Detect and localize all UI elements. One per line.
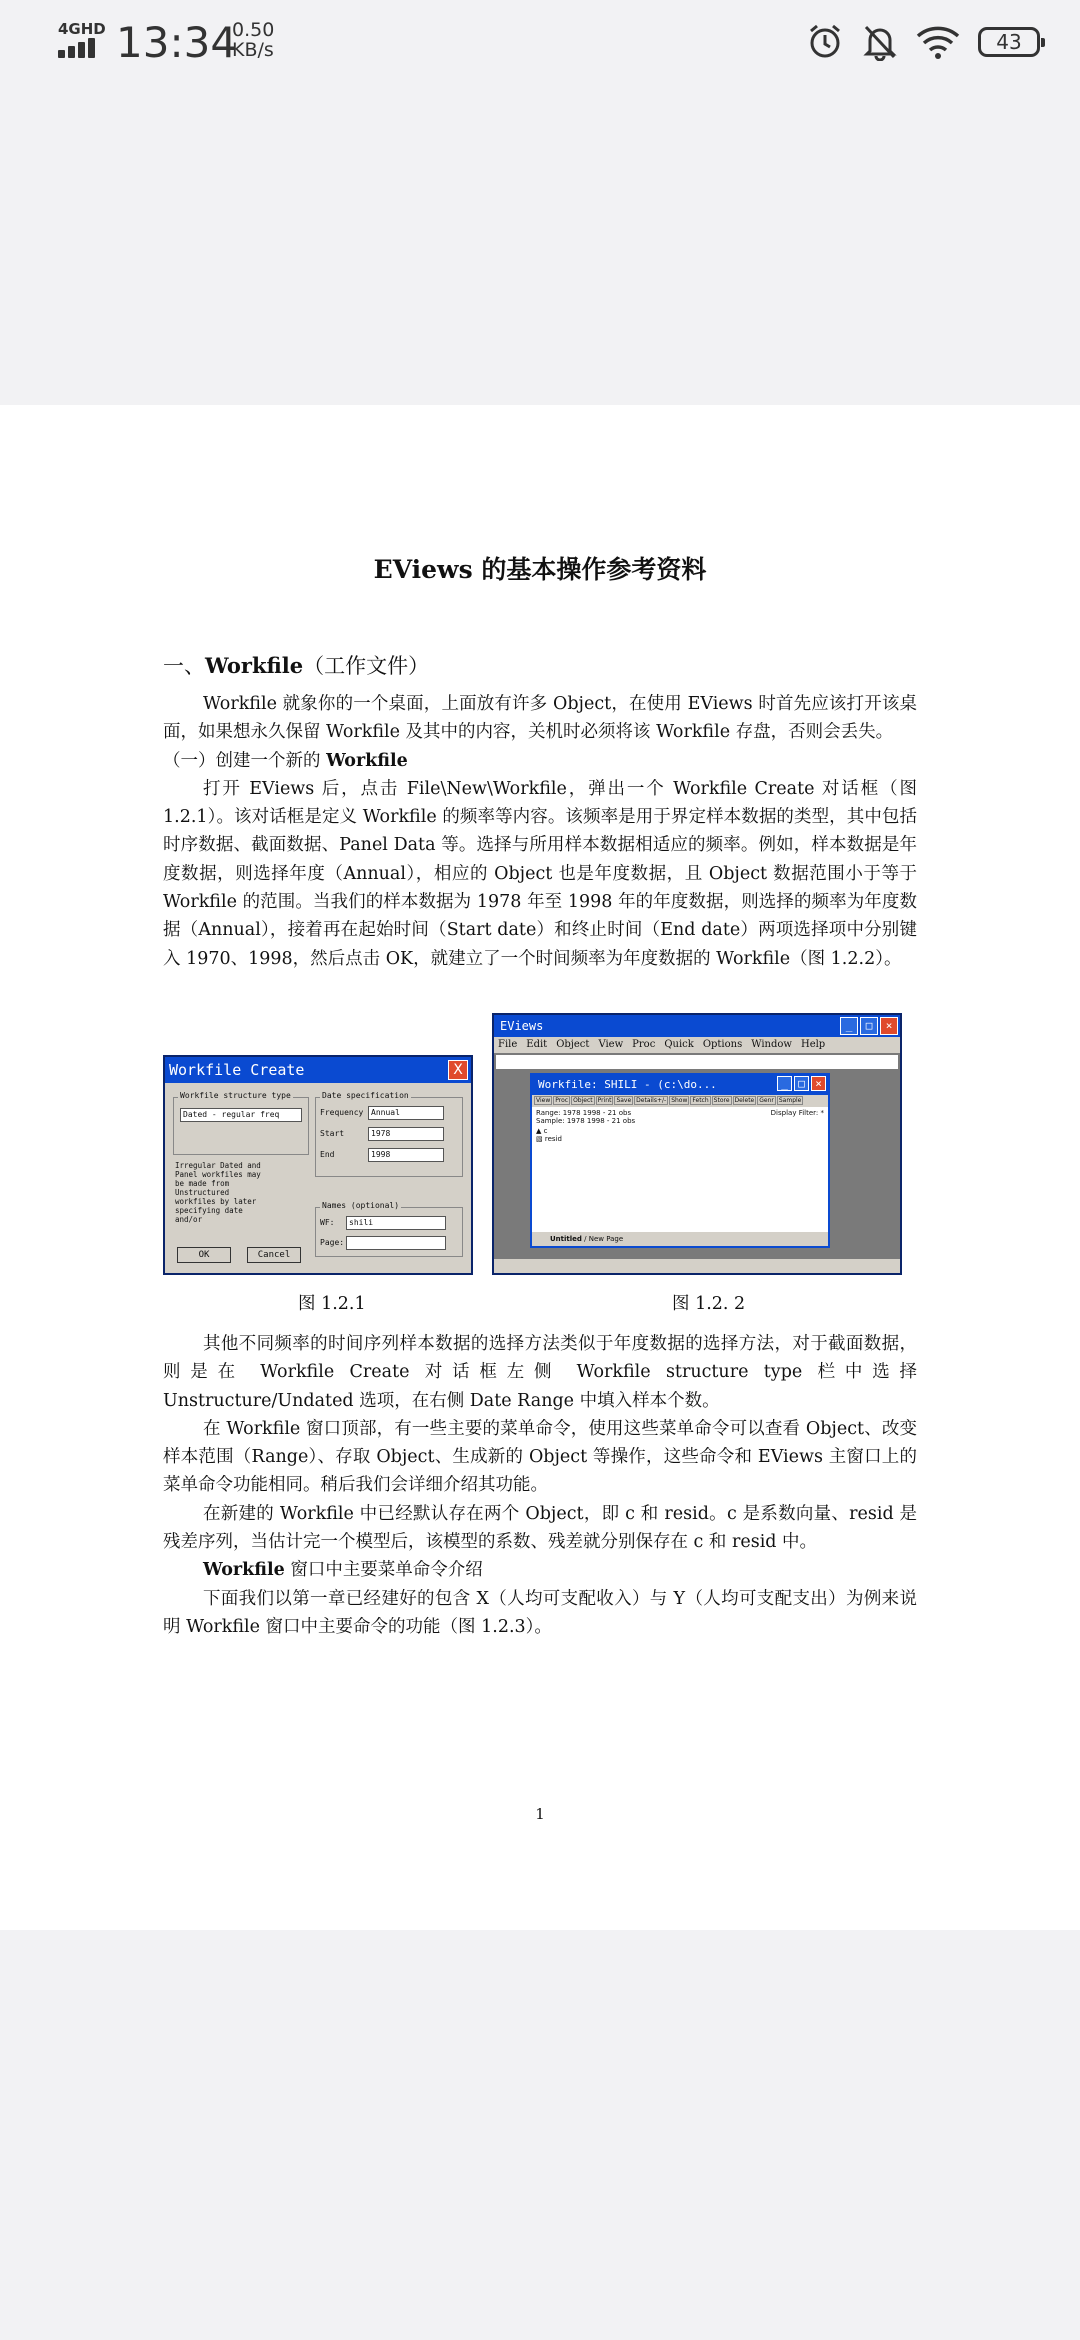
object-list [536, 1127, 824, 1143]
menu-object: Object [556, 1039, 590, 1050]
ok-button: OK [177, 1247, 231, 1263]
battery-icon: 43 [978, 27, 1040, 57]
subheading-create-workfile [163, 747, 917, 775]
page-number: 1 [535, 1805, 545, 1823]
tool-delete: Delete [734, 1097, 755, 1104]
structure-note: Irregular Dated and Panel workfiles may be made from Unstructured workfiles by later specifying date and/or [175, 1161, 261, 1224]
tool-proc: Proc [555, 1097, 569, 1104]
close-icon: × [880, 1017, 898, 1035]
speed-value: 0.50 [232, 19, 275, 41]
alarm-icon [806, 23, 844, 61]
range-text: Range: 1978 1998 - 21 obs [536, 1109, 632, 1117]
eviews-titlebar [494, 1015, 900, 1037]
close-icon: × [811, 1076, 826, 1091]
group-label: Workfile structure type [180, 1091, 291, 1100]
document-page [0, 405, 1080, 1930]
end-label: End [320, 1150, 335, 1159]
structure-type-select: Dated - regular freq [180, 1108, 302, 1122]
frequency-label: Frequency [320, 1108, 364, 1117]
dialog-title: Workfile Create [169, 1061, 305, 1079]
paragraph-1: Workfile 就象你的一个桌面，上面放有许多 Object，在使用 EViews 时首先应该打开该桌面，如果想永久保留 Workfile 及其中的内容，关机时必须将该 Workfile 存盘，否则会丢失。 [163, 694, 917, 743]
page-field [346, 1236, 446, 1250]
tool-print: Print [597, 1097, 612, 1104]
mute-icon [862, 23, 898, 61]
minimize-icon: _ [840, 1017, 858, 1035]
start-field: 1978 [368, 1127, 444, 1141]
page-tabs: Untitled / New Page [532, 1232, 828, 1246]
group-label: Date specification [322, 1091, 409, 1100]
tool-sample: Sample [778, 1097, 802, 1104]
body-text-block-1 [163, 690, 917, 973]
page-title: EViews 的基本操作参考资料 [373, 555, 707, 584]
end-field: 1998 [368, 1148, 444, 1162]
network-speed [232, 20, 274, 60]
maximize-icon: □ [794, 1076, 809, 1091]
menu-options: Options [702, 1039, 743, 1050]
clock: 13:34 [116, 18, 238, 67]
subheading-workfile-menu [163, 1556, 917, 1584]
start-label: Start [320, 1129, 345, 1138]
frequency-select: Annual [368, 1106, 444, 1120]
caption-figure-2: 图 1.2. 2 [672, 1294, 746, 1314]
workfile-window [530, 1073, 830, 1248]
menu-file: File [498, 1039, 518, 1050]
paragraph-6: 下面我们以第一章已经建好的包含 X（人均可支配收入）与 Y（人均可支配支出）为例来说明 Workfile 窗口中主要命令的功能（图 1.2.3）。 [163, 1588, 917, 1637]
paragraph-2: 打开 EViews 后，点击 File\New\Workfile，弹出一个 Workfile Create 对话框（图 1.2.1）。该对话框是定义 Workfile 的频率等内容。该频率是用于界定样本数据的类型，其中包括时序数据、截面数据、Panel Data 等。选择与所用样本数据相适应的频率。例如，样本数据是年度数据，则选择年度（Annual），相应的 Object 也是年度数据，且 Object 数据范围小于等于 Workfile 的范围。当我们的样本数据为 1978 年至 1998 年的年度数据，则选择的频率为年度数据（Annual），接着再在起始时间（Start date）和终止时间（End date）两项选择项中分别键入 1970、1998，然后点击 OK，就建立了一个时间频率为年度数据的 Workfile（图 1.2.2）。 [163, 778, 917, 969]
object-resid: ▧ resid [536, 1135, 562, 1143]
menu-quick: Quick [664, 1039, 694, 1050]
tab-untitled: Untitled [550, 1235, 582, 1243]
network-type: 4GHD [58, 20, 106, 38]
paragraph-3: 其他不同频率的时间序列样本数据的选择方法类似于年度数据的选择方法，对于截面数据，则是在 Workfile Create 对话框左侧 Workfile structure type 栏中选择 Unstructure/Undated 选项，在右侧 Date Range 中填入样本个数。 [163, 1334, 917, 1411]
tool-fetch: Fetch [692, 1097, 709, 1104]
tool-save: Save [616, 1097, 632, 1104]
eviews-menubar [494, 1037, 900, 1053]
subheading-prefix: （一）创建一个新的 [163, 750, 327, 771]
section-bold: Workfile [205, 653, 304, 678]
tool-object: Object [573, 1097, 593, 1104]
subheading-bold: Workfile [203, 1560, 285, 1581]
group-label: Names (optional) [322, 1201, 400, 1210]
page-label: Page: [320, 1238, 345, 1247]
workfile-info [532, 1107, 828, 1145]
tool-genr: Genr [759, 1097, 774, 1104]
tool-show: Show [671, 1097, 688, 1104]
tool-store: Store [713, 1097, 730, 1104]
caption-figure-1: 图 1.2.1 [298, 1294, 366, 1314]
subheading-bold: Workfile [326, 750, 408, 771]
minimize-icon: _ [777, 1076, 792, 1091]
body-text-block-2 [163, 1330, 917, 1641]
menu-view: View [598, 1039, 624, 1050]
section-prefix: 一、 [163, 654, 205, 678]
workfile-title: Workfile: SHILI - (c:\do... [538, 1078, 717, 1091]
speed-unit: KB/s [232, 39, 274, 61]
object-label: resid [544, 1135, 562, 1143]
maximize-icon: □ [860, 1017, 878, 1035]
paragraph-4: 在 Workfile 窗口顶部，有一些主要的菜单命令，使用这些菜单命令可以查看 Object、改变样本范围（Range）、存取 Object、生成新的 Object 等操作，这些命令和 EViews 主窗口上的菜单命令功能相同。稍后我们会详细介绍其功能。 [163, 1418, 917, 1496]
wifi-icon [916, 24, 960, 60]
display-filter: Display Filter: * [770, 1109, 824, 1117]
tool-view: View [536, 1097, 551, 1104]
structure-type-group [173, 1091, 309, 1155]
sample-text: Sample: 1978 1998 - 21 obs [536, 1117, 636, 1125]
section-suffix: （工作文件） [303, 654, 430, 678]
menu-edit: Edit [526, 1039, 548, 1050]
figure-eviews-window [492, 1013, 902, 1275]
workfile-toolbar [532, 1095, 828, 1107]
menu-window: Window [751, 1039, 792, 1050]
tool-details: Details+/- [636, 1097, 667, 1104]
section-heading [163, 650, 429, 680]
eviews-statusline [494, 1259, 900, 1273]
date-spec-group [315, 1091, 463, 1177]
paragraph-5: 在新建的 Workfile 中已经默认存在两个 Object，即 c 和 resid。c 是系数向量、resid 是残差序列，当估计完一个模型后，该模型的系数、残差就分别保存在 c 和 resid 中。 [163, 1503, 917, 1553]
tab-new-page: New Page [588, 1235, 624, 1243]
dialog-titlebar [165, 1057, 471, 1083]
object-c: ▲ c [536, 1127, 548, 1135]
status-bar [0, 0, 1080, 90]
subheading-suffix: 窗口中主要菜单命令介绍 [284, 1560, 483, 1581]
eviews-title: EViews [500, 1019, 544, 1033]
object-label: c [543, 1127, 548, 1135]
cancel-button: Cancel [247, 1247, 301, 1263]
names-group [315, 1201, 463, 1257]
wf-label: WF: [320, 1218, 335, 1227]
close-icon: X [448, 1060, 468, 1080]
figure-workfile-create-dialog [163, 1055, 473, 1275]
command-area [496, 1055, 898, 1069]
menu-help: Help [800, 1039, 826, 1050]
workfile-titlebar [532, 1075, 828, 1095]
wf-field: shili [346, 1216, 446, 1230]
signal-icon [58, 38, 104, 58]
menu-proc: Proc [632, 1039, 656, 1050]
